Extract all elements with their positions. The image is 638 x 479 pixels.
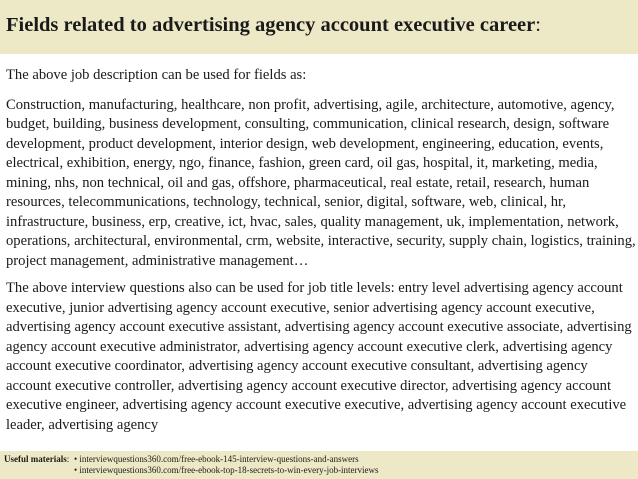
- footer-link-ebook-145[interactable]: • interviewquestions360.com/free-ebook-145-interview-questions-and-answers: [74, 454, 359, 464]
- slide-title-colon: :: [535, 14, 541, 36]
- intro-paragraph: The above job description can be used for fields as:: [6, 67, 307, 83]
- footer-banner: [0, 451, 638, 479]
- footer-label-colon: :: [66, 454, 70, 464]
- slide-body: [6, 66, 636, 435]
- footer-row-1: [4, 454, 638, 465]
- fields-list-paragraph: Construction, manufacturing, healthcare, non profit, advertising, agile, architecture, automotive, agency, budget, building, business development, consulting, communication, clinical research, design, software development, product development, interior design, web development, engineering, education, events, electrical, exhibition, energy, ngo, finance, fashion, green card, oil gas, hospital, it, marketing, media, mining, nhs, non technical, oil and gas, offshore, pharmaceutical, real estate, retail, research, human resources, telecommunications, technology, technical, senior, digital, software, web, clinical, hr, infrastructure, business, erp, creative, ict, hvac, sales, quality management, uk, implementation, network, operations, architectural, environmental, crm, website, interactive, security, supply chain, logistics, training, project management, administrative management…: [6, 96, 636, 269]
- title-banner: [0, 0, 638, 54]
- footer-label: Useful materials: [4, 454, 67, 464]
- slide-title: [6, 12, 638, 38]
- job-levels-paragraph: The above interview questions also can be used for job title levels: entry level advertising agency account executive, junior advertising agency account executive, senior advertising agency account executive, advertising agency account executive assistant, advertising agency account executive associate, advertising agency account executive administrator, advertising agency account executive clerk, advertising agency account executive coordinator, advertising agency account executive consultant, advertising agency account executive controller, advertising agency account executive director, advertising agency account executive engineer, advertising agency account executive executive, advertising agency account executive leader, advertising agency: [6, 280, 632, 433]
- footer-link-ebook-top-18[interactable]: • interviewquestions360.com/free-ebook-top-18-secrets-to-win-every-job-interviews: [74, 465, 379, 475]
- footer-row-2: [4, 465, 638, 476]
- footer-label-cell: [4, 454, 74, 465]
- slide-title-text: Fields related to advertising agency account executive career: [6, 14, 536, 36]
